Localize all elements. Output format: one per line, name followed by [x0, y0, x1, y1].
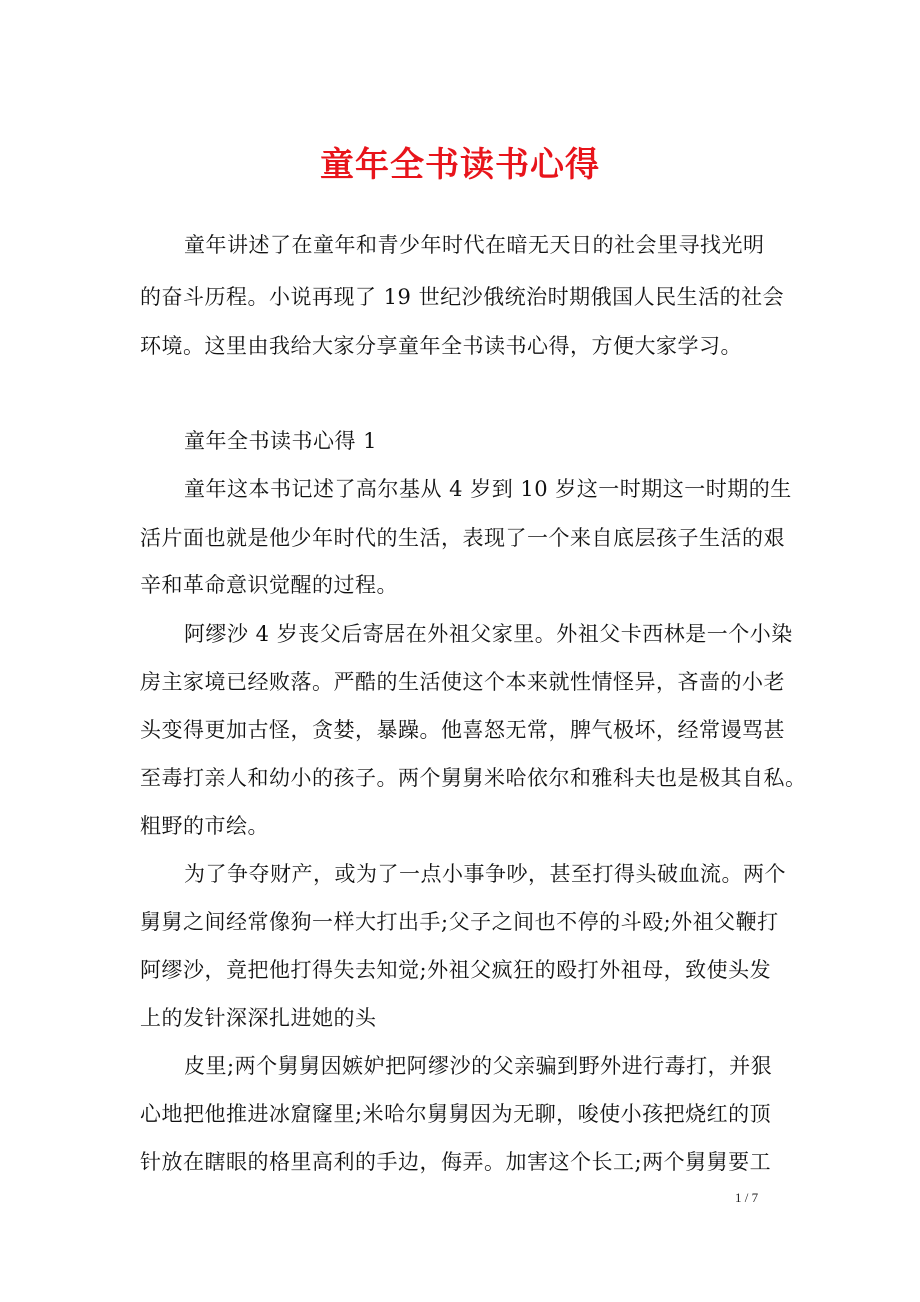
paragraph-line: 心地把他推进冰窟窿里;米哈尔舅舅因为无聊，唆使小孩把烧红的顶: [140, 1102, 772, 1126]
page-number: 1 / 7: [735, 1190, 759, 1205]
section-heading: 童年全书读书心得 1: [184, 429, 378, 453]
intro-line: 的奋斗历程。小说再现了 19 世纪沙俄统治时期俄国人民生活的社会: [140, 285, 785, 309]
paragraph-line: 辛和革命意识觉醒的过程。: [140, 573, 398, 597]
paragraph-line: 上的发针深深扎进她的头: [140, 1006, 377, 1030]
document-title: 童年全书读书心得: [320, 145, 600, 185]
paragraph-line: 为了争夺财产，或为了一点小事争吵，甚至打得头破血流。两个: [184, 862, 786, 886]
paragraph-line: 粗野的市绘。: [140, 814, 269, 838]
intro-line: 环境。这里由我给大家分享童年全书读书心得，方便大家学习。: [140, 334, 742, 358]
paragraph-line: 至毒打亲人和幼小的孩子。两个舅舅米哈依尔和雅科夫也是极其自私。: [140, 766, 807, 790]
paragraph-line: 阿缪沙 4 岁丧父后寄居在外祖父家里。外祖父卡西林是一个小染: [184, 622, 793, 646]
paragraph-line: 舅舅之间经常像狗一样大打出手;父子之间也不停的斗殴;外祖父鞭打: [140, 910, 779, 934]
paragraph-line: 阿缪沙，竟把他打得失去知觉;外祖父疯狂的殴打外祖母，致使头发: [140, 958, 772, 982]
paragraph-line: 皮里;两个舅舅因嫉妒把阿缪沙的父亲骗到野外进行毒打，并狠: [184, 1054, 773, 1078]
intro-line: 童年讲述了在童年和青少年时代在暗无天日的社会里寻找光明: [184, 233, 765, 257]
paragraph-line: 房主家境已经败落。严酷的生活使这个本来就性情怪异，吝啬的小老: [140, 670, 785, 694]
paragraph-line: 活片面也就是他少年时代的生活，表现了一个来自底层孩子生活的艰: [140, 526, 785, 550]
paragraph-line: 头变得更加古怪，贪婪，暴躁。他喜怒无常，脾气极坏，经常谩骂甚: [140, 718, 785, 742]
paragraph-line: 童年这本书记述了高尔基从 4 岁到 10 岁这一时期这一时期的生: [184, 477, 792, 501]
paragraph-line: 针放在瞎眼的格里高利的手边，侮弄。加害这个长工;两个舅舅要工: [140, 1150, 772, 1174]
